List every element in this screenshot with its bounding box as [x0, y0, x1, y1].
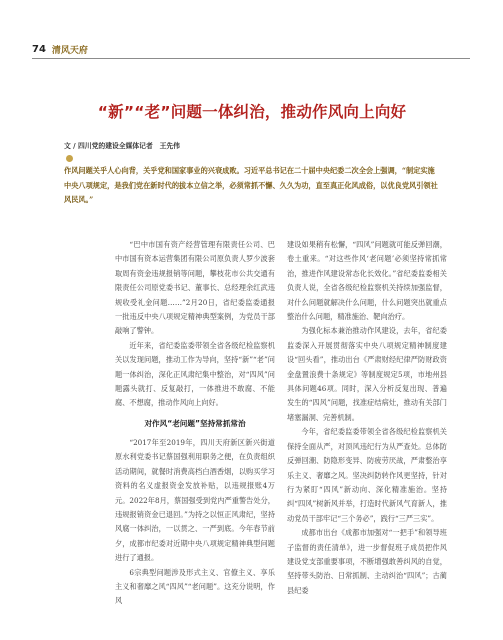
right-column [287, 238, 447, 598]
article-title: “新”“老”问题一体纠治，推动作风向上向好 [97, 103, 407, 121]
body-paragraph: 今年，省纪委监委带领全省各级纪检监察机关保持全面从严，对顶风违纪行为从严查处。总体防反弹回潮、防隐形变异、防疲劳厌战，严肃整治享乐主义、奢靡之风。坚决纠防转作风更坚持，针对行为紧盯“四风”新动向、深化精准施治。坚持纠“四风”树新风并举，打造时代新风气育新人，推动党员干部牢记“三个务必”，践行“三严三实”。 [287, 427, 447, 523]
article-lead: 作风问题关乎人心向背，关乎党和国家事业的兴衰成败。习近平总书记在二十届中央纪委二次全会上强调，“制定实施中央八项规定，是我们党在新时代的拔本立信之举，必须常抓不懈、久久为功，直至真正化风成俗，以优良党风引领社风民风。” [64, 166, 438, 204]
body-paragraph: 成都市出台《成都市加强对“一把手”和领导班子监督的责任清单》，进一步督促班子成员把作风建设党支部重要事项，不断增强敢善纠风的自觉，坚持带头防治、日常抓制、主动纠治“四风”；古蔺县纪委 [287, 528, 447, 595]
section-heading: 对作风“老问题”坚持常抓常治 [144, 418, 246, 428]
lead-bullet-dot [66, 155, 73, 162]
body-paragraph: 为强化标本兼治推动作风建设，去年，省纪委监委深入开展贯彻落实中央八项规定精神制度建设“回头看”，推动出台《严肃财经纪律严防财政资金盘置浪费十条规定》等制度规定5项，市地州县具体问题46项。同时，深入分析反复出现、普遍发生的“四风”问题，找准症结病灶，推动有关部门堵塞漏洞、完善机制。 [287, 326, 447, 422]
body-paragraph: 建设如果稍有松懈，“四风”问题就可能反弹回潮，卷土重来。“对这些作风‘老问题’必须坚持常抓常治，推进作风建设常态化长效化。”省纪委监委相关负责人说，全省各级纪检监察机关持续加强监督，对什么问题就解决什么问题，什么问题突出就重点整治什么问题，精准施治、靶向治疗。 [287, 240, 447, 322]
article-byline: 文 / 四川党的建设全媒体记者 王先伟 [64, 142, 180, 150]
magazine-name: 清风天府 [51, 45, 88, 56]
page-header [32, 42, 88, 56]
body-paragraph: “2017年至2019年，四川天府新区新兴街道原水利党委书记蔡国强利用职务之便，在负责组织活动期间，就餐时消费高档白酒香烟，以购买学习资料的名义虚报资金发放补贴，以违规报账4万元。2022年8月，蔡国强受到党内严重警告处分，违规报销资金已退回。”为持之以恒正风肃纪，坚持风腐一体纠治，一以贯之、一严到底。今年春节前夕，成都市纪委对近期中央八项规定精神典型问题进行了通报。 [115, 437, 275, 563]
body-paragraph: “巴中市国有资产经营管理有限责任公司、巴中市国有资本运营集团有限公司原负责人罗少波套取周有资金违规报销等问题，攀枝花市公共交通有限责任公司原党委书记、董事长、总经理余红武违规收受礼金问题……”2月20日，省纪委监委通报一批违反中央八项规定精神典型案例，为党员干部敲响了警钟。 [115, 240, 275, 336]
body-paragraph: 6宗典型问题涉及形式主义、官僚主义、享乐主义和奢靡之风“四风”“老问题”。这充分说明，作风 [115, 567, 275, 606]
left-column [115, 238, 275, 609]
header-rule [32, 58, 470, 59]
body-paragraph: 近年来，省纪委监委带领全省各级纪检监察机关以发现问题，推动工作为导向，坚持“新”“老”问题一体纠治，深化正风肃纪集中整治，对“四风”问题露头就打、反复敲打，一体推进不敢腐、不能腐、不想腐，推动作风向上向好。 [115, 340, 275, 408]
page-number: 74 [32, 43, 46, 55]
